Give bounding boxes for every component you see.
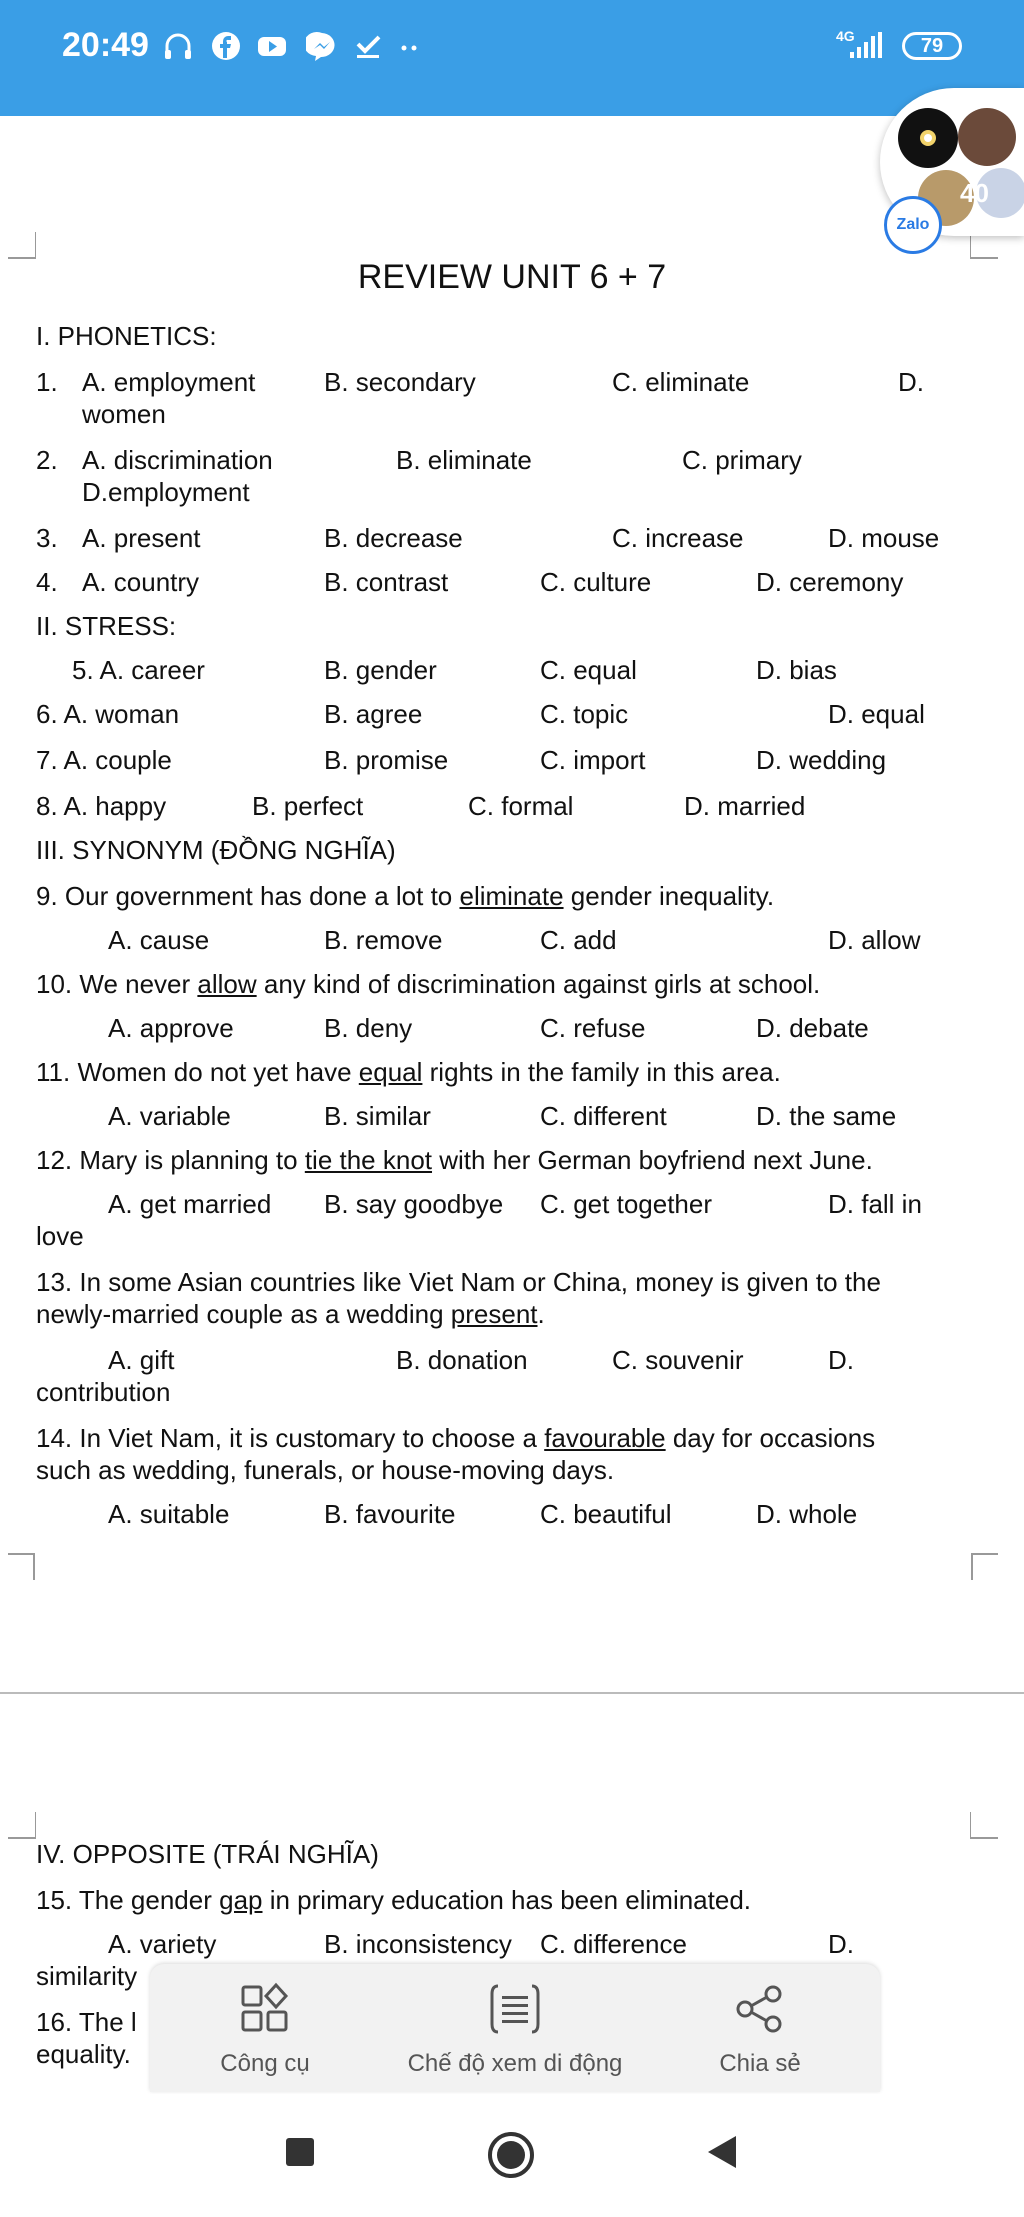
option-b: B. similar (324, 1101, 431, 1131)
option-d: D. wedding (756, 745, 887, 775)
option-b: B. remove (324, 925, 443, 955)
option-a: 5. A. career (72, 655, 205, 685)
option-b: B. perfect (252, 791, 364, 821)
mobile-view-label: Chế độ xem di động (407, 2050, 623, 2077)
option-c: C. difference (540, 1929, 687, 1959)
option-b: B. decrease (324, 523, 463, 553)
question-text: 10. We never allow any kind of discrimination against girls at school. (36, 969, 821, 999)
question-text: 14. In Viet Nam, it is customary to choose a favourable day for occasions (36, 1423, 876, 1453)
page-corner-mark (970, 232, 998, 260)
unread-count: 40 (960, 178, 989, 208)
option-d: D. debate (756, 1013, 869, 1043)
keyword: allow (197, 969, 257, 999)
messenger-icon (306, 30, 338, 62)
option-a: A. present (82, 523, 201, 553)
option-b: B. favourite (324, 1499, 456, 1529)
option-b: B. inconsistency (324, 1929, 512, 1959)
option-d: D. (828, 1929, 854, 1959)
question-number: 4. (36, 567, 58, 597)
page-corner-mark (970, 1812, 998, 1840)
option-a: A. variable (108, 1101, 231, 1131)
section-phonetics: I. PHONETICS: (36, 321, 217, 351)
network-label: 4G (836, 28, 855, 44)
option-c: C. primary (682, 445, 802, 475)
zalo-logo-icon[interactable]: Zalo (884, 196, 942, 254)
option-d: D. whole (756, 1499, 858, 1529)
bottom-toolbar (150, 1964, 880, 2092)
keyword: present (450, 1299, 538, 1329)
option-c: C. import (540, 745, 646, 775)
option-d: D. fall in (828, 1189, 922, 1219)
option-c: C. get together (540, 1189, 712, 1219)
option-c: C. add (540, 925, 617, 955)
navigation-bar (0, 2094, 1024, 2217)
keyword: favourable (544, 1423, 666, 1453)
option-a: A. cause (108, 925, 210, 955)
option-a: A. get married (108, 1189, 272, 1219)
tools-icon (238, 1982, 292, 2036)
tools-button[interactable] (190, 1964, 340, 2092)
facebook-icon (210, 30, 242, 62)
section-opposite: IV. OPPOSITE (TRÁI NGHĨA) (36, 1839, 379, 1869)
question-text-cont: newly-married couple as a wedding present. (36, 1299, 545, 1329)
keyword: equal (358, 1057, 423, 1087)
option-b: B. deny (324, 1013, 413, 1043)
question-text: 9. Our government has done a lot to eliminate gender inequality. (36, 881, 775, 911)
option-c: C. beautiful (540, 1499, 672, 1529)
flower-icon (898, 108, 958, 168)
question-number: 1. (36, 367, 58, 397)
option-d: D. mouse (828, 523, 940, 553)
mobile-view-button[interactable] (390, 1964, 640, 2092)
option-d: D. ceremony (756, 567, 904, 597)
headphones-icon (162, 30, 194, 62)
option-b: B. secondary (324, 367, 476, 397)
option-c: C. equal (540, 655, 637, 685)
document-page[interactable] (0, 116, 1024, 2094)
question-text: 16. The l (36, 2007, 137, 2037)
status-time: 20:49 (62, 26, 149, 64)
option-a: A. gift (108, 1345, 175, 1375)
avatar (898, 108, 958, 168)
battery-icon: 79 (902, 32, 962, 60)
option-a: 7. A. couple (36, 745, 172, 775)
option-d: D. (898, 367, 924, 397)
option-d-cont: love (36, 1221, 84, 1251)
option-a: A. suitable (108, 1499, 230, 1529)
option-b: B. agree (324, 699, 423, 729)
page-corner-mark (8, 1812, 36, 1840)
recent-apps-icon[interactable] (284, 2136, 316, 2168)
page-divider (0, 1692, 1024, 1694)
option-d-cont: women (82, 399, 166, 429)
option-d-cont: contribution (36, 1377, 171, 1407)
option-a: A. country (82, 567, 200, 597)
page-corner-mark (8, 232, 36, 260)
question-text: 11. Women do not yet have equal rights in the family in this area. (36, 1057, 781, 1087)
option-c: C. formal (468, 791, 574, 821)
question-text: 15. The gender gap in primary education has been eliminated. (36, 1885, 752, 1915)
option-b: B. gender (324, 655, 437, 685)
page-corner-mark (970, 1552, 998, 1580)
option-d: D. equal (828, 699, 925, 729)
option-a: 6. A. woman (36, 699, 180, 729)
section-stress: II. STRESS: (36, 611, 177, 641)
option-d: D. married (684, 791, 806, 821)
question-number: 3. (36, 523, 58, 553)
option-c: C. souvenir (612, 1345, 744, 1375)
option-a: A. variety (108, 1929, 217, 1959)
option-d: D.employment (82, 477, 250, 507)
more-dots-icon (396, 30, 428, 62)
question-text: 12. Mary is planning to tie the knot with her German boyfriend next June. (36, 1145, 873, 1175)
option-b: B. say goodbye (324, 1189, 504, 1219)
back-icon[interactable] (704, 2134, 740, 2170)
option-d: D. allow (828, 925, 921, 955)
option-b: B. eliminate (396, 445, 532, 475)
option-d: D. (828, 1345, 854, 1375)
section-synonym: III. SYNONYM (ĐỒNG NGHĨA) (36, 835, 396, 865)
option-c: C. culture (540, 567, 652, 597)
keyword: gap (219, 1885, 263, 1915)
keyword: eliminate (459, 881, 564, 911)
signal-icon (840, 30, 886, 62)
option-b: B. promise (324, 745, 449, 775)
option-a: A. employment (82, 367, 256, 397)
question-text: 13. In some Asian countries like Viet Nam or China, money is given to the (36, 1267, 881, 1297)
option-c: C. refuse (540, 1013, 646, 1043)
download-done-icon (352, 30, 384, 62)
tools-label: Công cụ (220, 2050, 310, 2077)
avatar (958, 108, 1016, 166)
option-a: A. approve (108, 1013, 234, 1043)
home-icon[interactable] (486, 2130, 536, 2180)
option-d: D. the same (756, 1101, 897, 1131)
option-d: D. bias (756, 655, 837, 685)
option-c: C. increase (612, 523, 744, 553)
document-title: REVIEW UNIT 6 + 7 (357, 258, 667, 296)
option-b: B. contrast (324, 567, 449, 597)
option-c: C. topic (540, 699, 629, 729)
option-c: C. different (540, 1101, 667, 1131)
option-a: A. discrimination (82, 445, 273, 475)
share-icon (733, 1982, 787, 2036)
option-d-cont: similarity (36, 1961, 138, 1991)
question-text-cont: equality. (36, 2039, 131, 2069)
option-c: C. eliminate (612, 367, 750, 397)
share-label: Chia sẻ (719, 2050, 801, 2077)
option-a: 8. A. happy (36, 791, 167, 821)
option-b: B. donation (396, 1345, 528, 1375)
question-number: 2. (36, 445, 58, 475)
youtube-icon (256, 30, 288, 62)
keyword: tie the knot (304, 1145, 433, 1175)
question-text-cont: such as wedding, funerals, or house-moving days. (36, 1455, 615, 1485)
status-bar (0, 0, 1024, 116)
share-button[interactable] (680, 1964, 840, 2092)
mobile-view-icon (488, 1982, 542, 2036)
page-corner-mark (8, 1552, 36, 1580)
